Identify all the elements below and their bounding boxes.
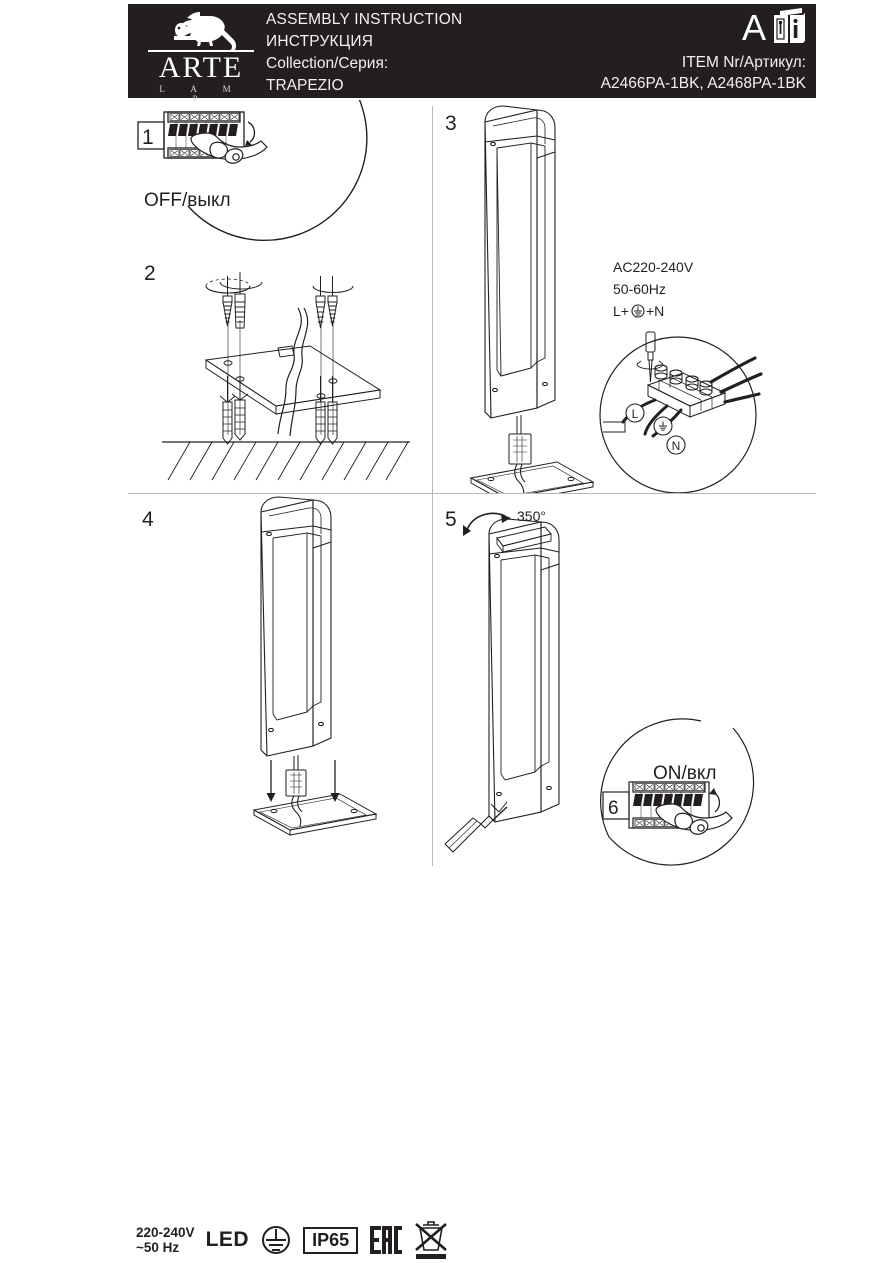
step-panel-3 xyxy=(433,100,816,493)
logo-subtext: L A M P xyxy=(159,84,243,104)
header-item-info xyxy=(601,8,806,94)
ip-rating-symbol: IP65 xyxy=(303,1227,358,1254)
item-value: A2466PA-1BK, A2468PA-1BK xyxy=(600,75,806,92)
rotation-angle-label: 350° xyxy=(517,508,546,524)
brand-logo xyxy=(140,8,260,104)
header-bar xyxy=(128,4,816,104)
winged-lion-icon xyxy=(150,10,254,50)
logo-wordmark: ARTE xyxy=(158,51,244,84)
collection-value: TRAPEZIO xyxy=(266,77,344,94)
earth-class-icon xyxy=(260,1224,292,1256)
terminal-label-L: L xyxy=(631,407,639,421)
voltage-symbol xyxy=(136,1225,195,1255)
booklet-info-icon xyxy=(772,8,806,46)
earth-icon-inline xyxy=(632,305,644,317)
step-panel-4 xyxy=(128,494,432,1255)
title-ru: ИНСТРУКЦИЯ xyxy=(266,33,374,50)
step1-caption: OFF/выкл xyxy=(144,190,231,211)
collection-label: Collection/Серия: xyxy=(266,55,389,72)
voltage-line-1: 220-240V xyxy=(136,1225,195,1240)
spec-terminals: L+ xyxy=(613,303,629,319)
step-panel-5 xyxy=(433,494,816,872)
step6-caption: ON/вкл xyxy=(653,763,717,784)
spec-voltage: AC220-240V xyxy=(613,259,694,275)
led-symbol: LED xyxy=(205,1228,250,1251)
step-number-3: 3 xyxy=(445,112,457,135)
voltage-line-2: ~50 Hz xyxy=(136,1240,180,1255)
certification-symbols xyxy=(136,1217,432,1263)
grade-letter: A xyxy=(741,7,766,48)
step2-illustration xyxy=(128,250,432,493)
title-en: ASSEMBLY INSTRUCTION xyxy=(266,11,463,28)
svg-text:+N: +N xyxy=(646,303,665,319)
step-panel-1 xyxy=(128,100,432,250)
terminal-label-N: N xyxy=(671,439,681,453)
step-number-2: 2 xyxy=(144,262,156,285)
step-number-5: 5 xyxy=(445,508,457,531)
spec-frequency: 50-60Hz xyxy=(613,281,666,297)
eac-icon xyxy=(369,1225,403,1255)
item-label: ITEM Nr/Артикул: xyxy=(681,54,806,71)
step-panel-2 xyxy=(128,250,432,493)
step-number-1: 1 xyxy=(142,126,154,149)
step4-illustration xyxy=(128,494,432,872)
step1-illustration xyxy=(128,100,432,250)
step-number-4: 4 xyxy=(142,508,154,531)
header-titles xyxy=(266,9,526,97)
step-number-6: 6 xyxy=(608,798,619,819)
step5-illustration xyxy=(433,494,816,872)
weee-bin-icon xyxy=(414,1220,448,1260)
step3-illustration xyxy=(433,100,816,493)
steps-grid xyxy=(128,100,816,1255)
